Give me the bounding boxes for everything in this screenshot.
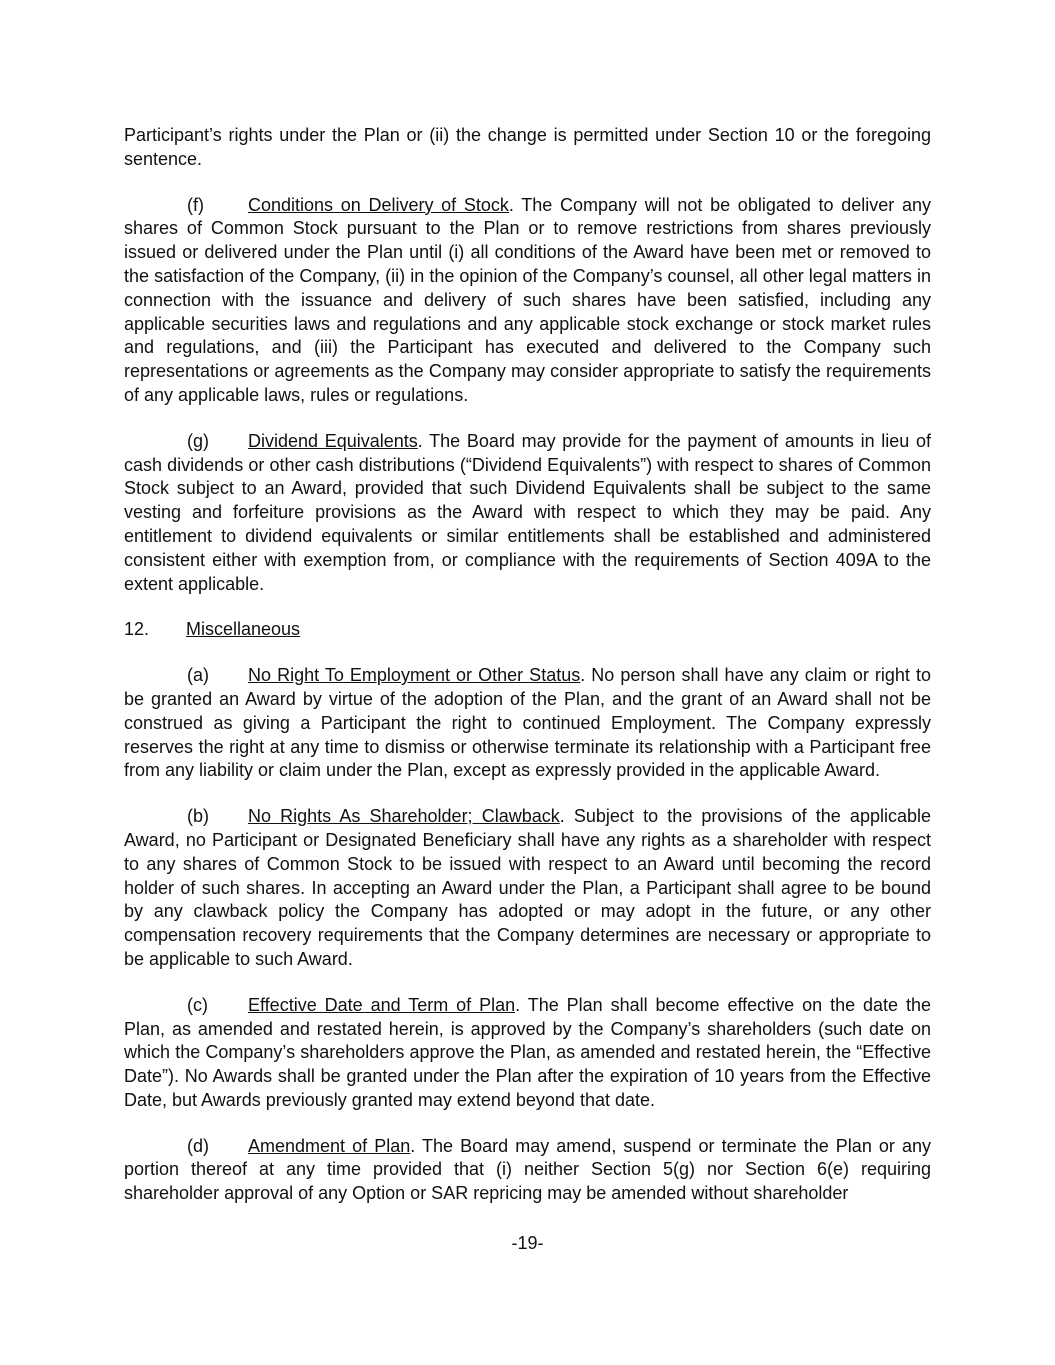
- section-11f-body: . The Company will not be obligated to deliver any shares of Common Stock pursuant to the Plan or to remove restrictions from shares previously issued or delivered under the Plan until (i) all conditions of the Award have been met or removed to the satisfaction of the Company, (ii) in the opinion of the Company’s counsel, all other legal matters in connection with the issuance and delivery of such shares have been satisfied, including any applicable securities laws and regulations and any applicable stock exchange or stock market rules and regulations, and (iii) the Participant has executed and delivered to the Company such representations or agreements as the Company may consider appropriate to satisfy the requirements of any applicable laws, rules or regulations.: [124, 194, 931, 405]
- section-12b-label: (b): [187, 806, 209, 827]
- section-12d-label: (d): [187, 1135, 209, 1156]
- section-12d-paragraph: [124, 1135, 931, 1206]
- section-12b-title: No Rights As Shareholder; Clawback: [248, 806, 560, 827]
- section-12a-label: (a): [187, 665, 209, 686]
- section-12a-body: . No person shall have any claim or right to be granted an Award by virtue of the adoption of the Plan, and the grant of an Award shall not be construed as giving a Participant the right to continued Employment. The Company expressly reserves the right at any time to dismiss or otherwise terminate its relationship with a Participant free from any liability or claim under the Plan, except as expressly provided in the applicable Award.: [124, 665, 931, 781]
- section-12c-label: (c): [187, 994, 208, 1015]
- section-12-heading: [124, 618, 931, 642]
- section-11g-label: (g): [187, 430, 209, 451]
- section-12d-body: . The Board may amend, suspend or terminate the Plan or any portion thereof at any time provided that (i) neither Section 5(g) nor Section 6(e) requiring shareholder approval of any Option or SAR repricing may be amended without shareholder: [124, 1135, 932, 1204]
- section-11g-title: Dividend Equivalents: [248, 430, 418, 451]
- document-page: [124, 124, 931, 1228]
- section-12b-body: . Subject to the provisions of the applicable Award, no Participant or Designated Beneficiary shall have any rights as a shareholder with respect to any shares of Common Stock to be issued with respect to an Award until becoming the record holder of such shares. In accepting an Award under the Plan, a Participant shall agree to be bound by any clawback policy the Company has adopted or may adopt in the future, or any other compensation recovery requirements that the Company determines are necessary or appropriate to be applicable to such Award.: [124, 806, 931, 969]
- section-11f-label: (f): [187, 194, 204, 215]
- section-12-title: Miscellaneous: [186, 619, 301, 640]
- section-12b-paragraph: [124, 805, 931, 972]
- section-12a-title: No Right To Employment or Other Status: [248, 665, 581, 686]
- section-12d-title: Amendment of Plan: [248, 1135, 411, 1156]
- section-12c-title: Effective Date and Term of Plan: [248, 994, 516, 1015]
- section-11g-body: . The Board may provide for the payment of amounts in lieu of cash dividends or other cash distributions (“Dividend Equivalents”) with respect to shares of Common Stock subject to an Award, provided that such Dividend Equivalents shall be subject to the same vesting and forfeiture provisions as the Award with respect to which they may be paid. Any entitlement to dividend equivalents or similar entitlements shall be established and administered consistent either with exemption from, or compliance with the requirements of Section 409A to the extent applicable.: [124, 430, 931, 594]
- section-12c-body: . The Plan shall become effective on the date the Plan, as amended and restated herein, is approved by the Company’s shareholders (such date on which the Company’s shareholders approve the Plan, as amended and restated herein, the “Effective Date”). No Awards shall be granted under the Plan after the expiration of 10 years from the Effective Date, but Awards previously granted may extend beyond that date.: [124, 994, 931, 1110]
- section-11f-title: Conditions on Delivery of Stock: [248, 194, 509, 215]
- section-12a-paragraph: [124, 664, 931, 783]
- section-11f-paragraph: [124, 194, 931, 408]
- section-11g-paragraph: [124, 430, 931, 597]
- section-12c-paragraph: [124, 994, 931, 1113]
- continuation-paragraph: Participant’s rights under the Plan or (ii) the change is permitted under Section 10 or the foregoing sentence.: [124, 125, 931, 169]
- page-number: -19-: [511, 1233, 544, 1253]
- section-12-number: 12.: [124, 619, 150, 640]
